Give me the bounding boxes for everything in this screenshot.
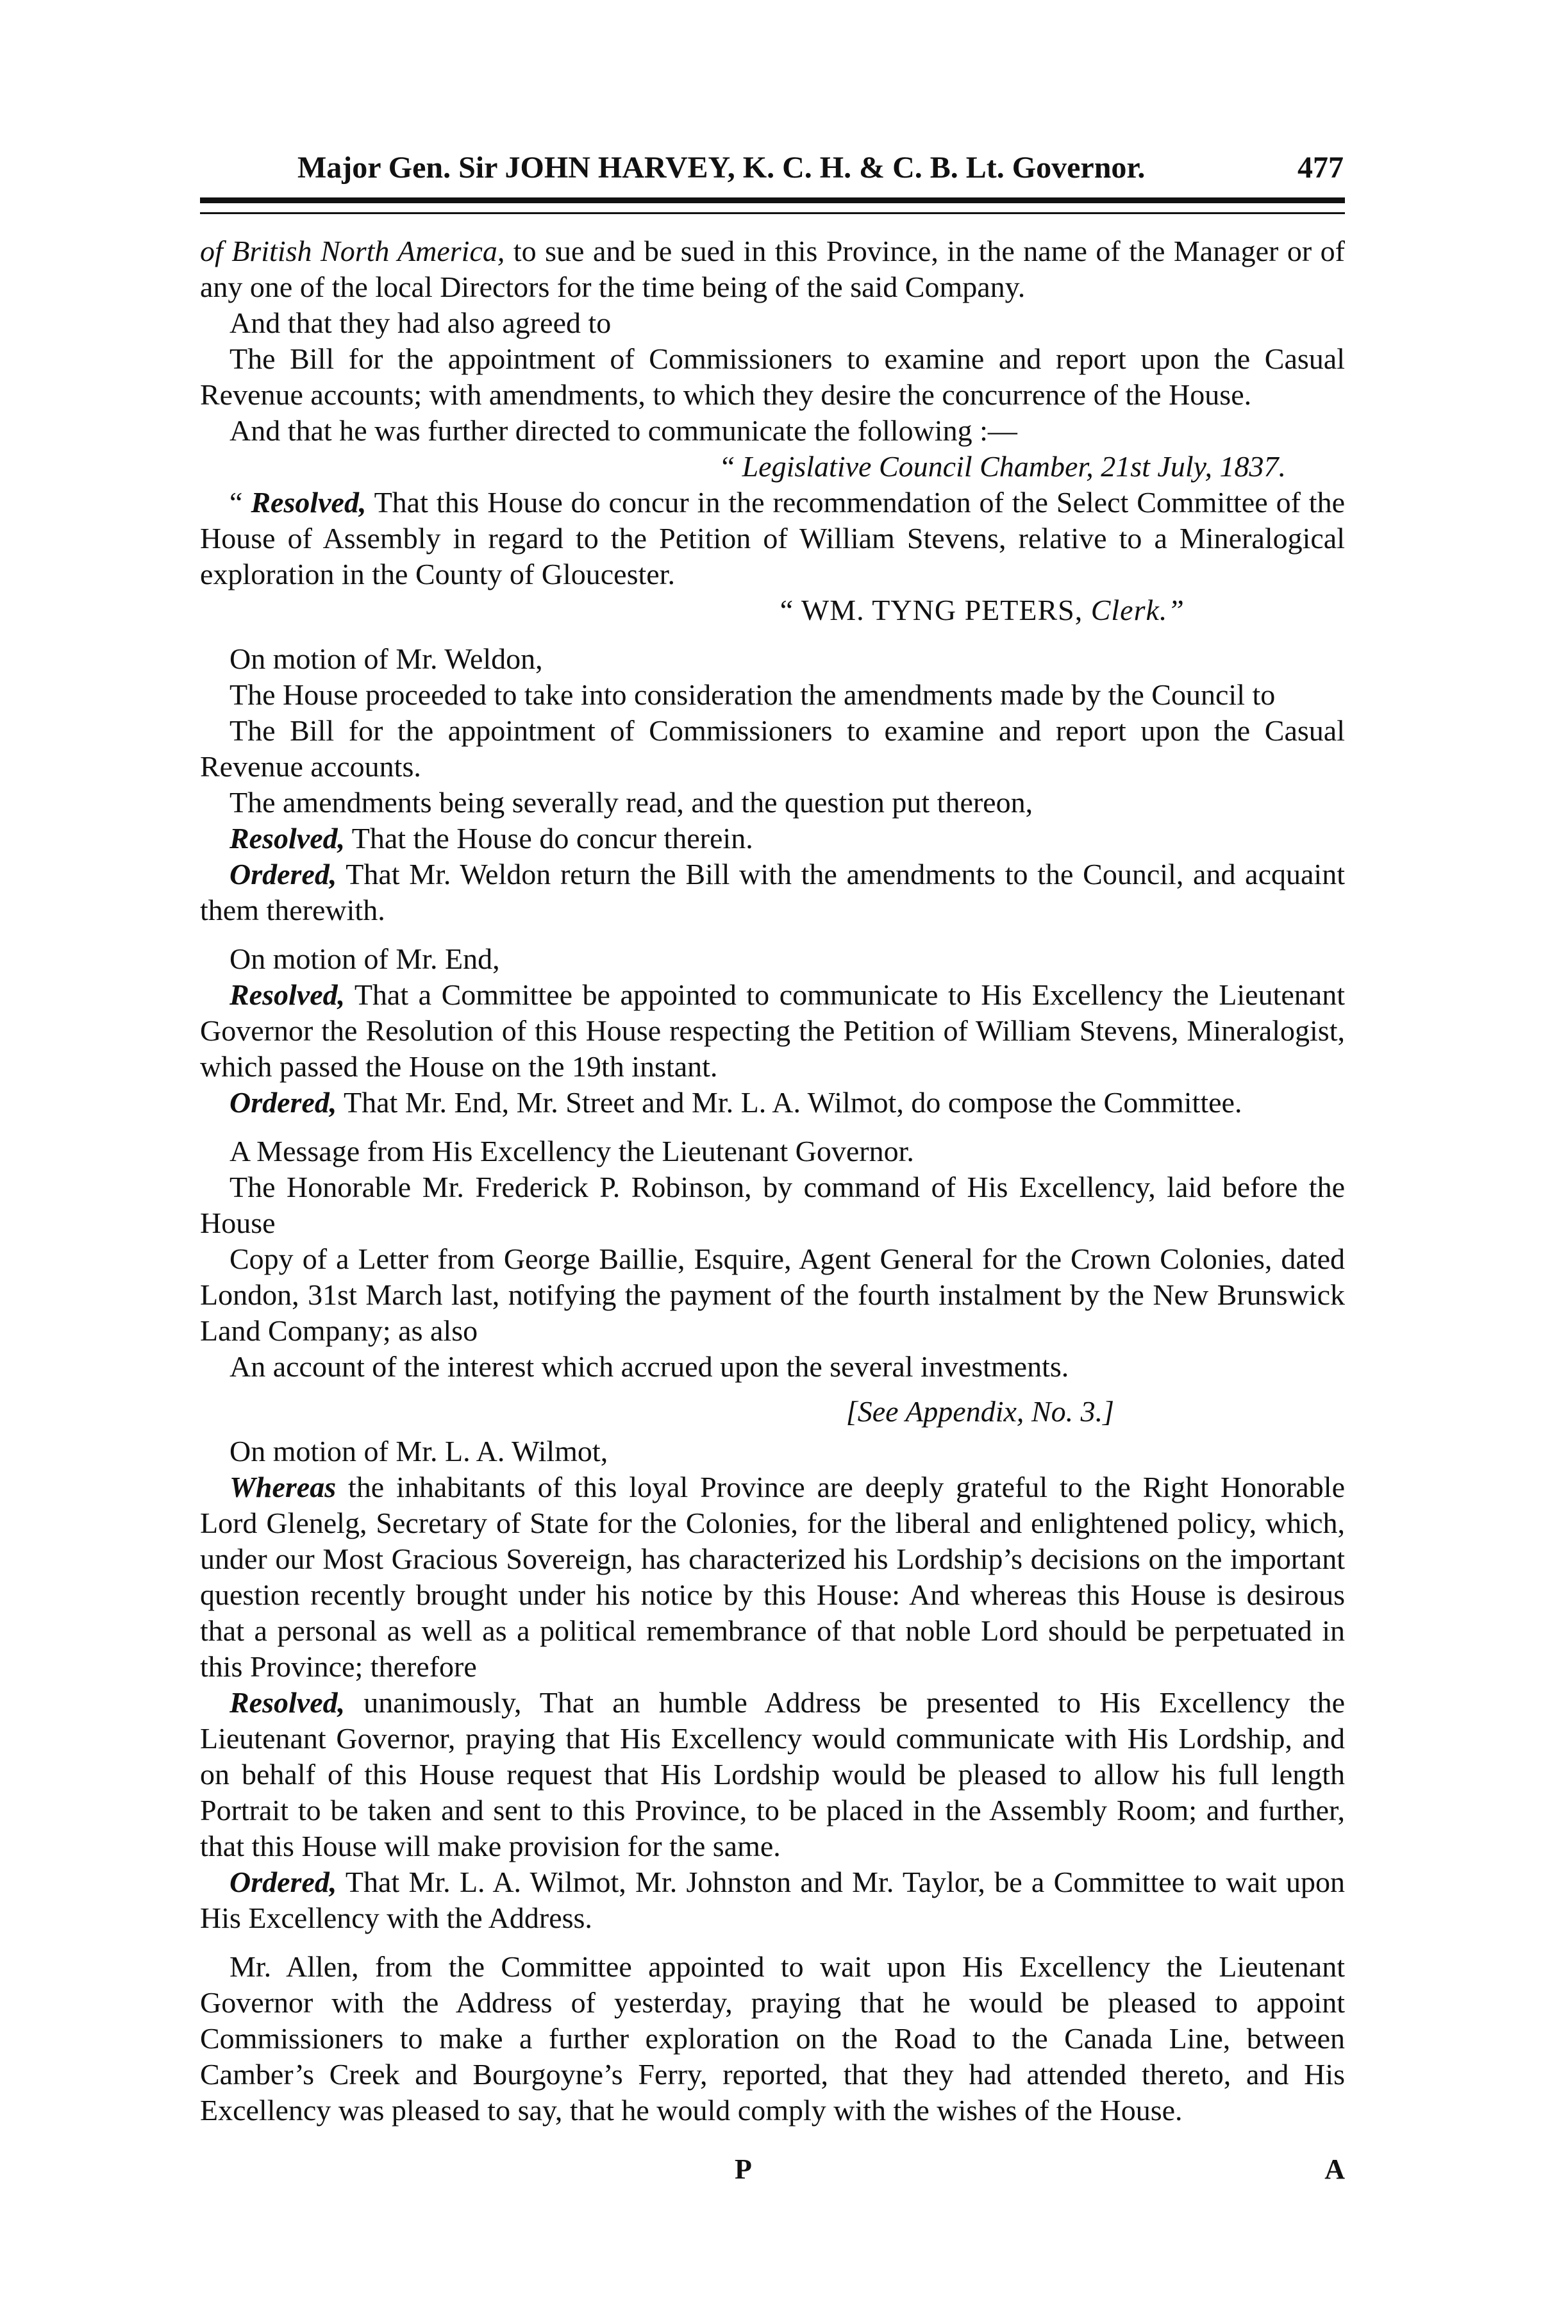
quote-mark: “	[229, 486, 251, 519]
paragraph: On motion of Mr. End,	[229, 942, 500, 975]
whereas-clause	[200, 1469, 1345, 1685]
order	[200, 857, 1345, 928]
page-number: 477	[1297, 151, 1344, 185]
paragraph: An account of the interest which accrued upon the several investments.	[229, 1350, 1069, 1383]
dateline	[200, 449, 1345, 485]
signature-name: “ WM. TYNG PETERS,	[780, 594, 1091, 626]
paragraph	[200, 233, 1345, 305]
resolved-label: Resolved,	[251, 486, 367, 519]
paragraph: The amendments being severally read, and the question put thereon,	[229, 786, 1033, 819]
paragraph: The Bill for the appointment of Commissioners to examine and report upon the Casual Revenue accounts; with amendments, to which they desire the concurrence of the House.	[200, 342, 1345, 411]
council-resolution	[200, 485, 1345, 592]
resolved-label: Resolved,	[229, 822, 346, 855]
clerk-signature	[200, 592, 1345, 628]
ordered-label: Ordered,	[229, 858, 337, 890]
whereas-label: Whereas	[229, 1471, 337, 1503]
order-text: That Mr. L. A. Wilmot, Mr. Johnston and Mr. Taylor, be a Committee to wait upon His Excellency with the Address.	[200, 1866, 1345, 1934]
order	[200, 1085, 1345, 1121]
page-footer	[200, 2152, 1345, 2187]
resolution-text: That this House do concur in the recommendation of the Select Committee of the House of Assembly in regard to the Petition of William Stevens, relative to a Mineralogical exploration in the County of Gloucester.	[200, 486, 1346, 590]
resolution-text: That a Committee be appointed to communicate to His Excellency the Lieutenant Governor the Resolution of this House respecting the Petition of William Stevens, Mineralogist, which passed the House on the 19th instant.	[200, 978, 1345, 1083]
running-header	[200, 149, 1345, 187]
signature-mark: P	[735, 2153, 752, 2185]
paragraph: And that he was further directed to communicate the following :—	[229, 414, 1017, 447]
order-text: That Mr. End, Mr. Street and Mr. L. A. Wilmot, do compose the Committee.	[337, 1086, 1242, 1119]
paragraph: The Honorable Mr. Frederick P. Robinson, by command of His Excellency, laid before the House	[200, 1171, 1345, 1239]
signature-title: Clerk.”	[1090, 594, 1185, 626]
paragraph: A Message from His Excellency the Lieutenant Governor.	[229, 1135, 914, 1167]
paragraph: And that they had also agreed to	[229, 306, 612, 339]
dateline-text: Legislative Council Chamber, 21st July, 1837.	[742, 450, 1286, 483]
resolved-label: Resolved,	[229, 978, 346, 1011]
ordered-label: Ordered,	[229, 1866, 337, 1898]
appendix-text: [See Appendix, No. 3.]	[846, 1395, 1114, 1428]
resolved-label: Resolved,	[229, 1686, 346, 1719]
paragraph-text: to sue and be sued in this Province, in the name of the Manager or of any one of the local Directors for the time being of the said Company.	[200, 235, 1345, 303]
ordered-label: Ordered,	[229, 1086, 337, 1119]
resolution	[200, 977, 1345, 1085]
header-title: Major Gen. Sir JOHN HARVEY, K. C. H. & C. B. Lt. Governor.	[297, 151, 1146, 185]
header-rule	[200, 197, 1345, 214]
resolution-text: That the House do concur therein.	[345, 822, 753, 855]
catchword: A	[1324, 2153, 1345, 2185]
order	[200, 1864, 1345, 1936]
order-text: That Mr. Weldon return the Bill with the amendments to the Council, and acquaint them therewith.	[200, 858, 1345, 926]
resolution	[200, 1685, 1345, 1864]
whereas-text: the inhabitants of this loyal Province are deeply grateful to the Right Honorable Lord Glenelg, Secretary of State for the Colonies, for the liberal and enlightened policy, which, under our Most Gracious Sovereign, has characterized his Lordship’s decisions on the important question recently brought under his notice by this House: And whereas this House is desirous that a personal as well as a political remembrance of that noble Lord should be perpetuated in this Province; therefore	[200, 1471, 1345, 1683]
resolution-text: unanimously, That an humble Address be presented to His Excellency the Lieutenant Governor, praying that His Excellency would communicate with His Lordship, and on behalf of this House request that His Lordship would be pleased to allow his full length Portrait to be taken and sent to this Province, to be placed in the Assembly Room; and further, that this House will make provision for the same.	[200, 1686, 1345, 1862]
paragraph: The House proceeded to take into consideration the amendments made by the Council to	[229, 678, 1276, 711]
resolution	[200, 821, 1345, 857]
paragraph: On motion of Mr. Weldon,	[229, 642, 543, 675]
italic-phrase: of British North America,	[200, 235, 505, 267]
appendix-reference	[200, 1394, 1345, 1430]
paragraph: On motion of Mr. L. A. Wilmot,	[229, 1435, 608, 1467]
quote-mark: “	[721, 450, 742, 483]
paragraph: The Bill for the appointment of Commissioners to examine and report upon the Casual Revenue accounts.	[200, 714, 1345, 783]
paragraph: Mr. Allen, from the Committee appointed to wait upon His Excellency the Lieutenant Governor with the Address of yesterday, praying that he would be pleased to appoint Commissioners to make a further exploration on the Road to the Canada Line, between Camber’s Creek and Bourgoyne’s Ferry, reported, that they had attended thereto, and His Excellency was pleased to say, that he would comply with the wishes of the House.	[200, 1950, 1345, 2127]
text-column	[200, 149, 1345, 2187]
paragraph: Copy of a Letter from George Baillie, Esquire, Agent General for the Crown Colonies, dated London, 31st March last, notifying the payment of the fourth instalment by the New Brunswick Land Company; as also	[200, 1242, 1345, 1347]
